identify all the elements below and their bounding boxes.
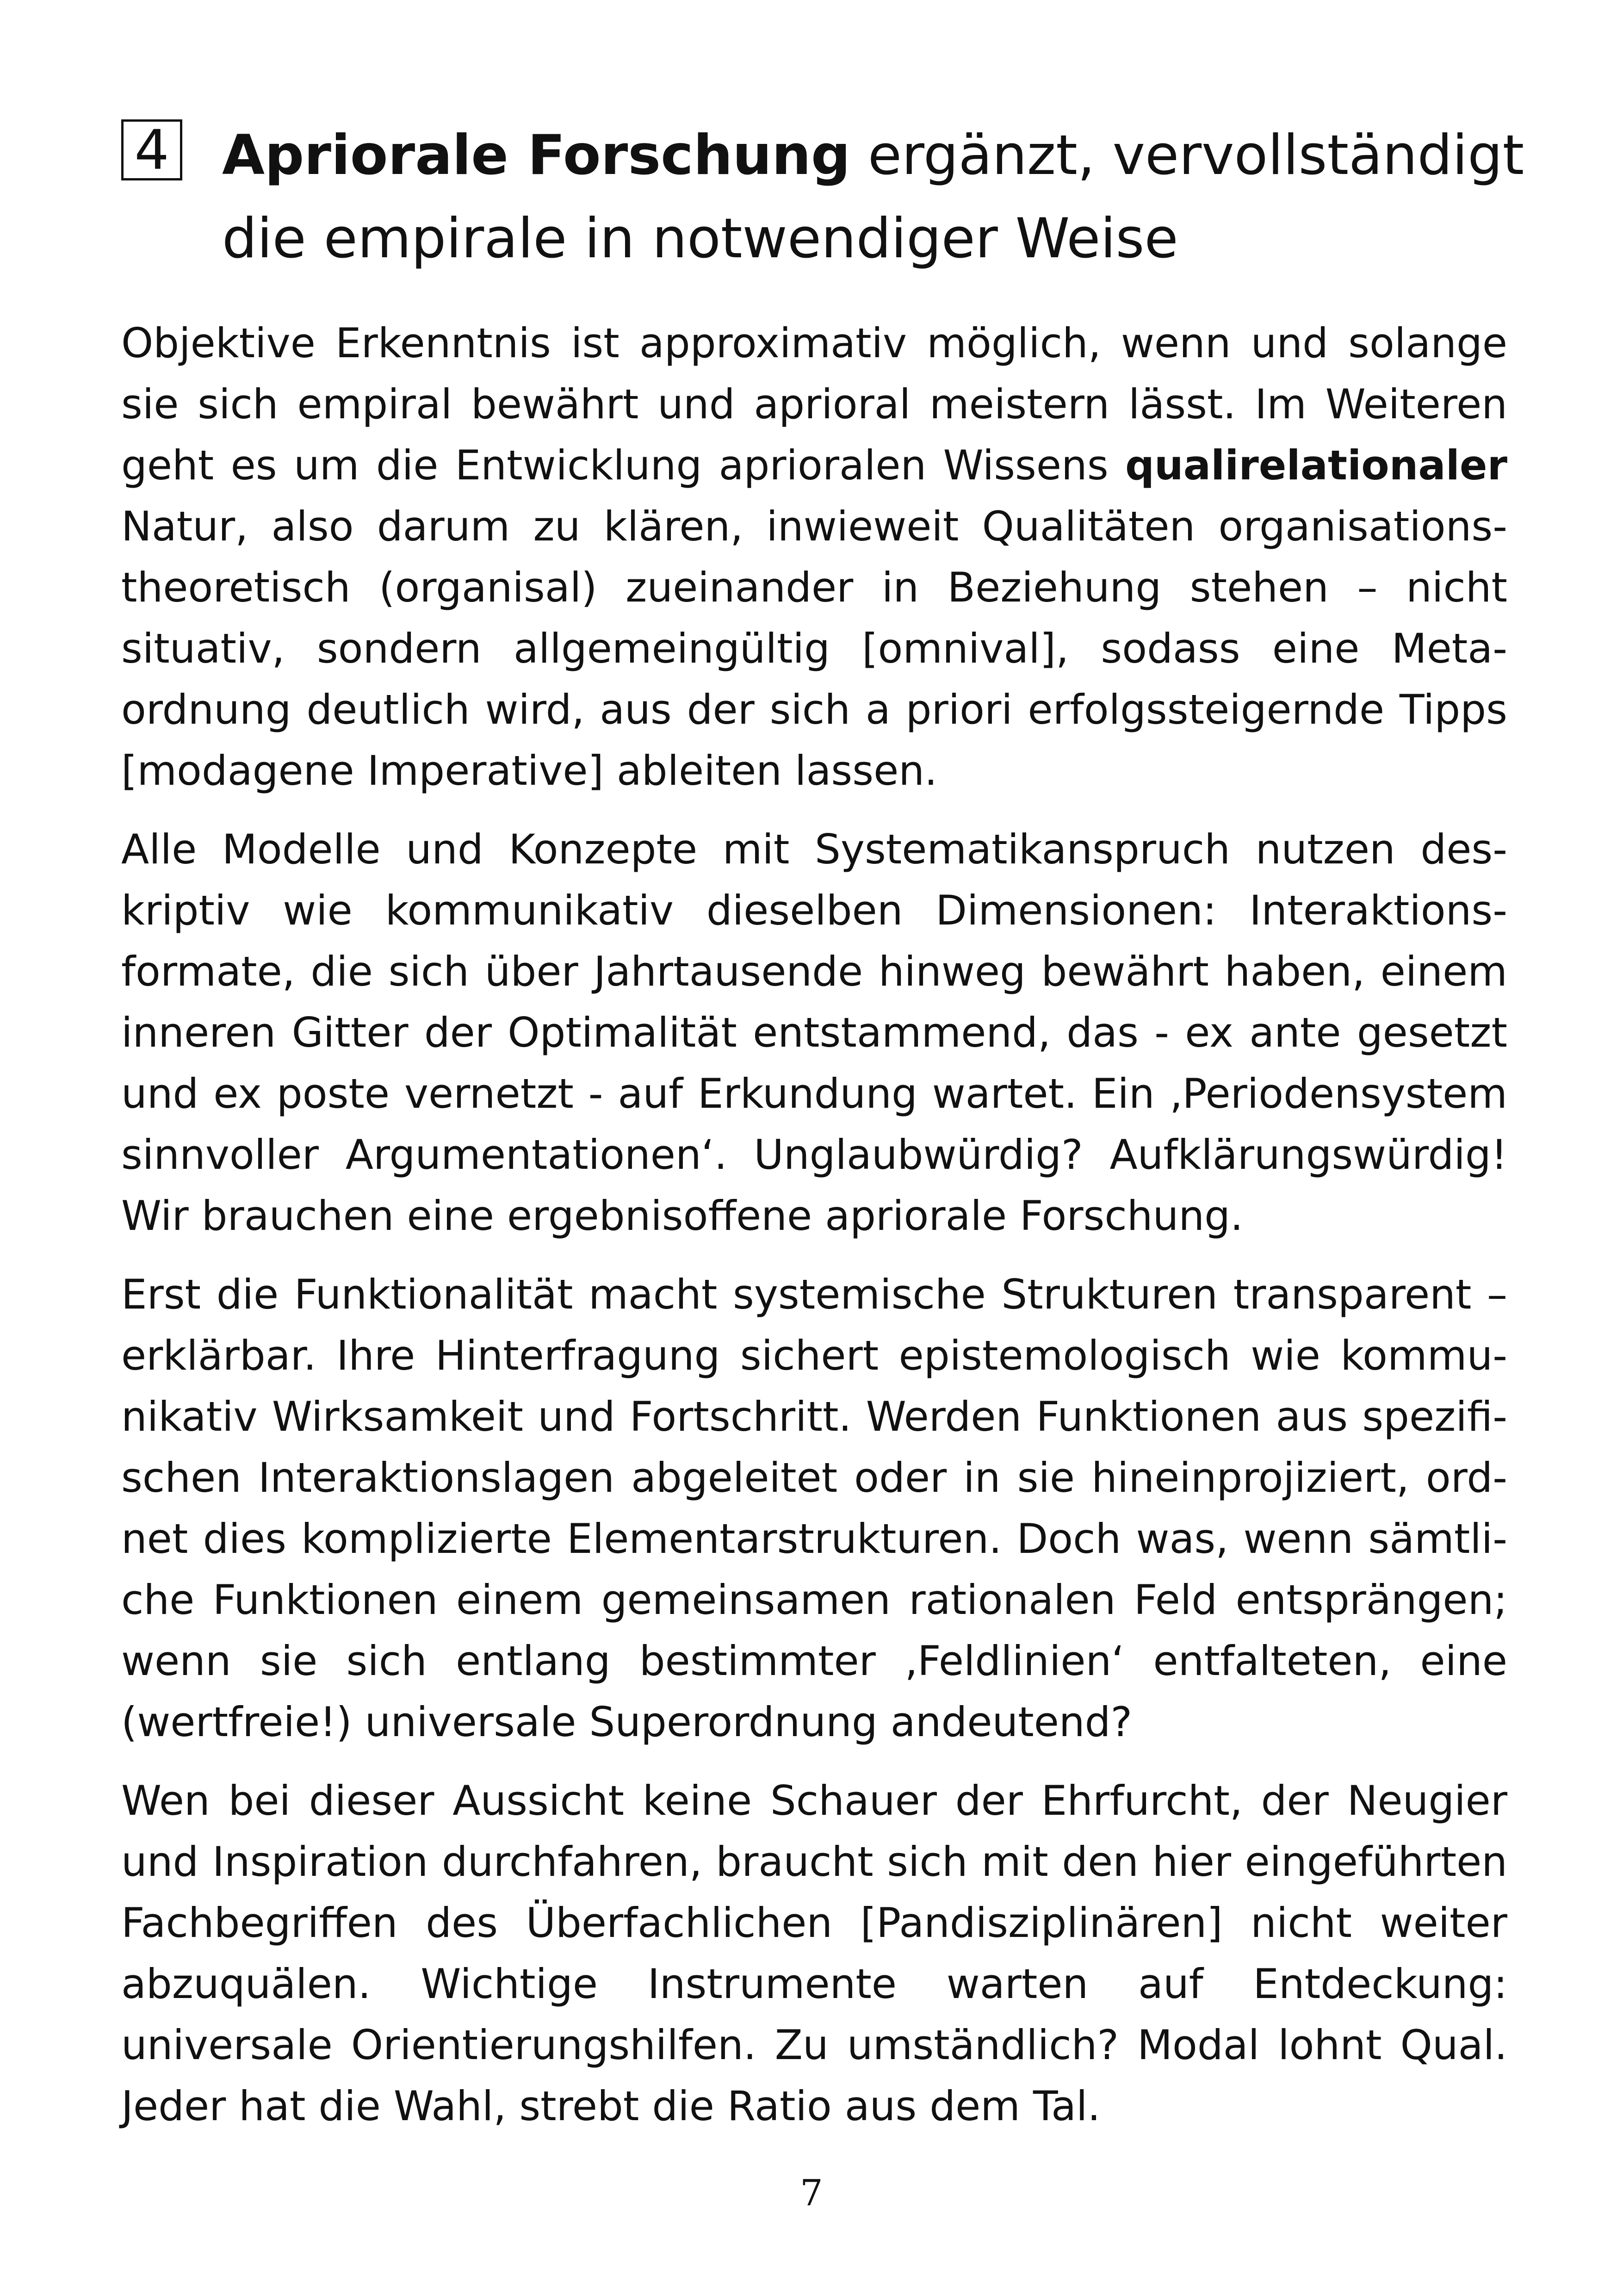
paragraph-1-end: Natur, also darum zu klären, inwieweit Qualitäten organisationstheoretisch (organisal) zueinander in Beziehung stehen – nicht situativ, sondern allgemeingültig [omnival], sodass eine Metaordnung deutlich wird, aus der sich a priori erfolgssteigernde Tipps [modagene Imperative] ableiten lassen. <box>121 503 1507 794</box>
section-title <box>222 114 1536 280</box>
body-text <box>121 313 1507 2154</box>
page-number: 7 <box>800 2172 823 2214</box>
section-title-bold: Apriorale Forschung <box>222 124 851 187</box>
paragraph-1-start: Objektive Erkenntnis ist approximativ möglich, wenn und solange sie sich empiral bewährt und aprioral meistern lässt. Im Weiteren geht es um die Entwicklung aprioralen Wissens <box>121 319 1507 489</box>
section-title-rest: ergänzt, vervollständigt die empirale in notwendiger Weise <box>222 124 1524 271</box>
paragraph-1 <box>121 313 1507 801</box>
paragraph-4: Wen bei dieser Aussicht keine Schauer der Ehrfurcht, der Neugier und Inspiration durchfahren, braucht sich mit den hier eingeführten Fachbegriffen des Überfachlichen [Pandisziplinären] nicht weiter abzuquälen. Wichtige Instrumente warten auf Entdeckung: universale Orientierungshilfen. Zu umständlich? Modal lohnt Qual. Jeder hat die Wahl, strebt die Ratio aus dem Tal. <box>121 1777 1507 2130</box>
paragraph-3: Erst die Funktionalität macht systemische Strukturen transparent – erklärbar. Ihre Hinterfragung sichert epistemologisch wie kommunikativ Wirksamkeit und Fortschritt. Werden Funktionen aus spezifischen Interaktionslagen abgeleitet oder in sie hineinprojiziert, ordnet dies komplizierte Elementarstrukturen. Doch was, wenn sämtliche Funktionen einem gemeinsamen rationalen Feld entsprängen; wenn sie sich entlang bestimmter ‚Feldlinien‘ entfalteten, eine (wertfreie!) universale Superordnung andeutend? <box>121 1271 1507 1746</box>
section-number-box: 4 <box>121 119 182 180</box>
section-heading <box>121 114 1524 280</box>
paragraph-2: Alle Modelle und Konzepte mit Systematikanspruch nutzen deskriptiv wie kommunikativ dieselben Dimensionen: Interaktionsformate, die sich über Jahrtausende hinweg bewährt haben, einem inneren Gitter der Optimalität entstammend, das - ex ante gesetzt und ex poste vernetzt - auf Erkundung wartet. Ein ‚Periodensystem sinnvoller Argumentationen‘. Unglaubwürdig? Aufklärungswürdig! Wir brauchen eine ergebnisoffene apriorale Forschung. <box>121 825 1507 1240</box>
paragraph-1-bold-term: qualirelationaler <box>1125 441 1507 489</box>
